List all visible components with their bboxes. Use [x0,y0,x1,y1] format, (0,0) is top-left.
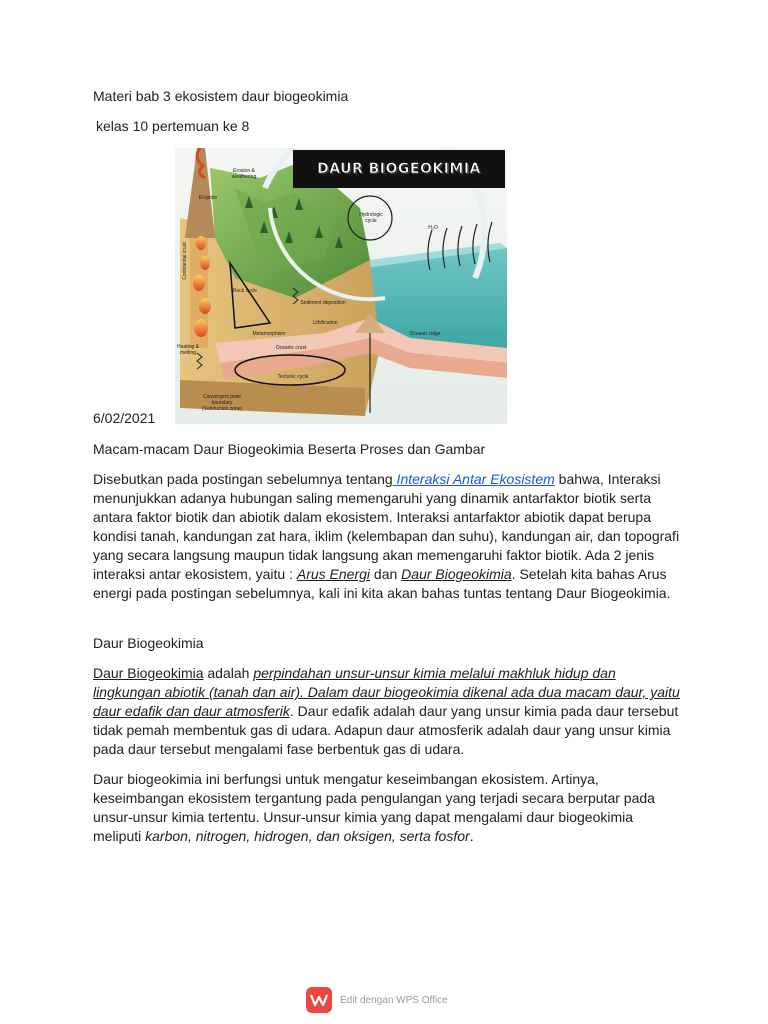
p1-text-a: Disebutkan pada postingan sebelumnya tentang [93,471,393,487]
label-heating-melting: Heating & melting [177,344,199,356]
document-date: 6/02/2021 [93,410,156,426]
element-list: karbon, nitrogen, hidrogen, dan oksigen, serta fosfor [145,828,470,844]
label-hydrologic-cycle: Hydrologic cycle [359,212,383,224]
label-oceanic-crust: Oceanic crust [275,345,307,351]
p1-text-c: . Setelah kita bahas Arus energi pada postingan sebelumnya, kali ini kita akan bahas tuntas tentang Daur Biogeokimia. [93,566,671,601]
article-heading: Macam-macam Daur Biogeokimia Beserta Proses dan Gambar [93,441,486,457]
paragraph-function [93,770,683,846]
term-arus-energi: Arus Energi [296,566,371,582]
document-title-line: Materi bab 3 ekosistem daur biogeokimia [93,88,349,104]
definition-text: perpindahan unsur-unsur kimia melalui makhluk hidup dan lingkungan abiotik (tanah dan air). Dalam daur biogeokimia dikenal ada dua macam daur, yaitu daur edafik dan daur atmosferik [93,665,680,719]
p1-text-b: bahwa, Interaksi menunjukkan adanya hubungan saling memengaruhi yang dinamik antarfaktor biotik serta antara faktor biotik dan abiotik dalam ekosistem. Interaksi antarfaktor abiotik dapat berupa kondisi tanah, kandungan zat hara, iklim (kelembapan dan suhu), kandungan air, dan topografi yang secara langsung maupun tidak langsung akan memengaruhi faktor biotik. Ada 2 jenis interaksi antar ekosistem, yaitu : [93,471,680,582]
label-rock-cycle: Rock cycle [232,288,258,294]
document-subtitle-line: kelas 10 pertemuan ke 8 [96,118,250,134]
paragraph-definition [93,664,683,759]
section-heading: Daur Biogeokimia [93,635,204,651]
biogeochemical-cycle-figure [175,148,507,424]
link-interaksi-antar-ekosistem[interactable]: Interaksi Antar Ekosistem [392,471,555,487]
term-daur-biogeokimia-def: Daur Biogeokimia [93,665,204,681]
label-lithification: Lithification [312,320,338,326]
label-metamorphism: Metamorphism [252,331,286,337]
wps-logo-icon [306,987,332,1013]
cycle-diagram-illustration [175,148,507,424]
wps-footer-text: Edit dengan WPS Office [340,994,448,1006]
figure-title: DAUR BIOGEOKIMIA [317,161,481,177]
p2-text-b: . Daur edafik adalah daur yang unsur kimia pada daur tersebut tidak pemah membentuk gas di udara. Adapun daur atmosferik adalah daur yang unsur kimia pada daur tersebut mengalami fase berbentuk gas di udara. [93,703,679,757]
label-sediment-deposition: Sediment deposition [300,300,346,306]
label-erosion: Erosion & weathering [231,168,257,180]
label-oceanic-ridge: Oceanic ridge [409,331,441,337]
p2-text-a: adalah [203,665,254,681]
p3-text-a: Daur biogeokimia ini berfungsi untuk mengatur keseimbangan ekosistem. Artinya, keseimbangan ekosistem tergantung pada pengulangan yang terjadi secara berputar pada unsur-unsur kimia tertentu. Unsur-unsur kimia yang dapat mengalami daur biogeokimia meliputi [93,771,655,844]
label-continental-crust: Continental crust [182,242,188,280]
paragraph-introduction [93,470,683,603]
wps-footer[interactable] [306,987,448,1013]
p1-text-dan: dan [370,566,402,582]
label-eruption: Eruption [198,195,218,201]
p3-text-end: . [469,828,474,844]
label-convergent-boundary: Convergent plate boundary (Subduction zone) [201,394,243,412]
term-daur-biogeokimia: Daur Biogeokimia [401,566,512,582]
label-h2o: H₂O [428,225,438,231]
label-tectonic-cycle: Tectonic cycle [277,374,309,380]
figure-title-box [293,150,505,188]
